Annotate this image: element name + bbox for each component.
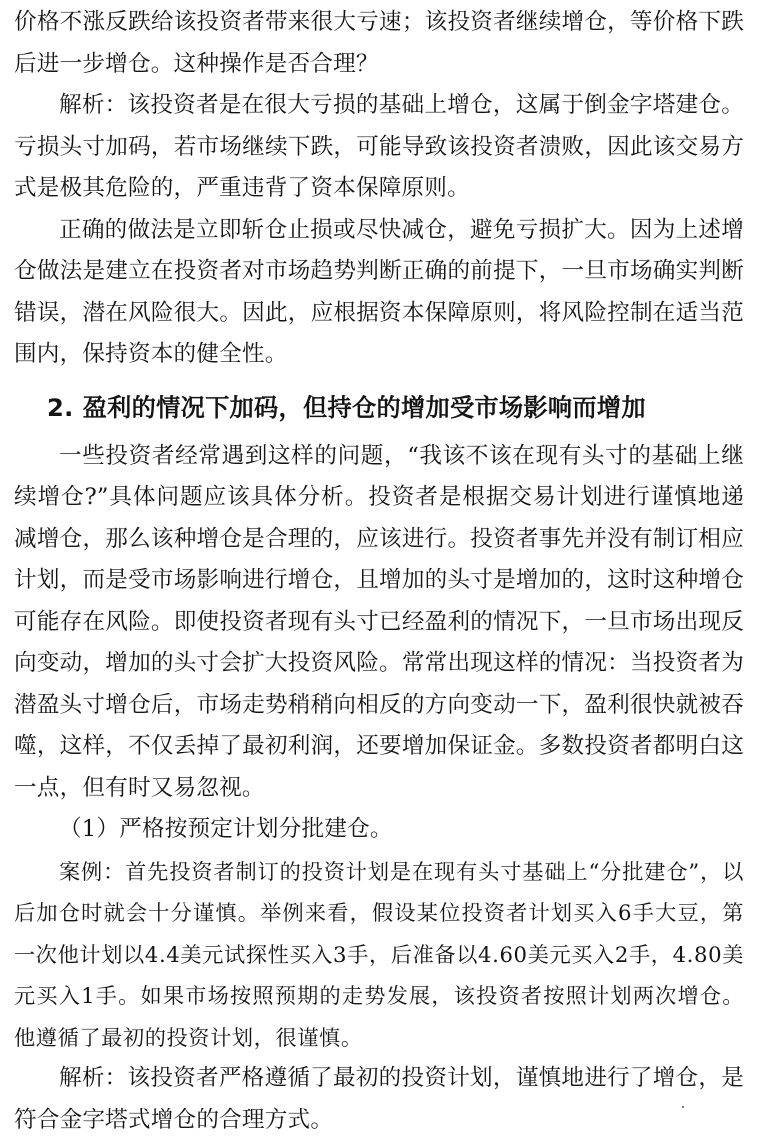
paragraph-analysis-2: 解析：该投资者严格遵循了最初的投资计划，谨慎地进行了增仓，是符合金字塔式增仓的合理方式。 bbox=[14, 1065, 744, 1133]
section-heading-number: 2. bbox=[47, 393, 74, 422]
paragraph-question: 价格不涨反跌给该投资者带来很大亏速；该投资者继续增仓，等价格下跌后进一步增仓。这种操作是否合理？ bbox=[14, 9, 744, 77]
section-heading bbox=[14, 386, 744, 430]
paragraph-analysis-1: 解析：该投资者是在很大亏损的基础上增仓，这属于倒金字塔建仓。亏损头寸加码，若市场继续下跌，可能导致该投资者溃败，因此该交易方式是极其危险的，严重违背了资本保障原则。 bbox=[14, 92, 744, 201]
paragraph-list-item-1: （1）严格按预定计划分批建仓。 bbox=[59, 816, 393, 842]
paragraph-correct-practice: 正确的做法是立即斩仓止损或尽快减仓，避免亏损扩大。因为上述增仓做法是建立在投资者对市场趋势判断正确的前提下，一旦市场确实判断错误，潜在风险很大。因此，应根据资本保障原则，将风险控制在适当范围内，保持资本的健全性。 bbox=[14, 216, 744, 367]
section-heading-text: 盈利的情况下加码，但持仓的增加受市场影响而增加 bbox=[82, 393, 646, 422]
document-page bbox=[14, 2, 744, 1141]
paragraph-body: 一些投资者经常遇到这样的问题，“我该不该在现有头寸的基础上继续增仓?”具体问题应该具体分析。投资者是根据交易计划进行谨慎地递减增仓，那么该种增仓是合理的，应该进行。投资者事先并没有制订相应计划，而是受市场影响进行增仓，且增加的头寸是增加的，这时这种增仓可能存在风险。即使投资者现有头寸已经盈利的情况下，一旦市场出现反向变动，增加的头寸会扩大投资风险。常常出现这样的情况：当投资者为潜盈头寸增仓后，市场走势稍稍向相反的方向变动一下，盈利很快就被吞噬，这样，不仅丢掉了最初利润，还要增加保证金。多数投资者都明白这一点，但有时又易忽视。 bbox=[14, 442, 744, 801]
scan-speck bbox=[682, 1106, 684, 1108]
paragraph-case: 案例：首先投资者制订的投资计划是在现有头寸基础上“分批建仓”，以后加仓时就会十分谨慎。举例来看，假设某位投资者计划买入6手大豆，第一次他计划以4.4美元试探性买入3手，后准备以4.60美元买入2手，4.80美元买入1手。如果市场按照预期的走势发展，该投资者按照计划两次增仓。他遵循了最初的投资计划，很谨慎。 bbox=[14, 858, 744, 1050]
